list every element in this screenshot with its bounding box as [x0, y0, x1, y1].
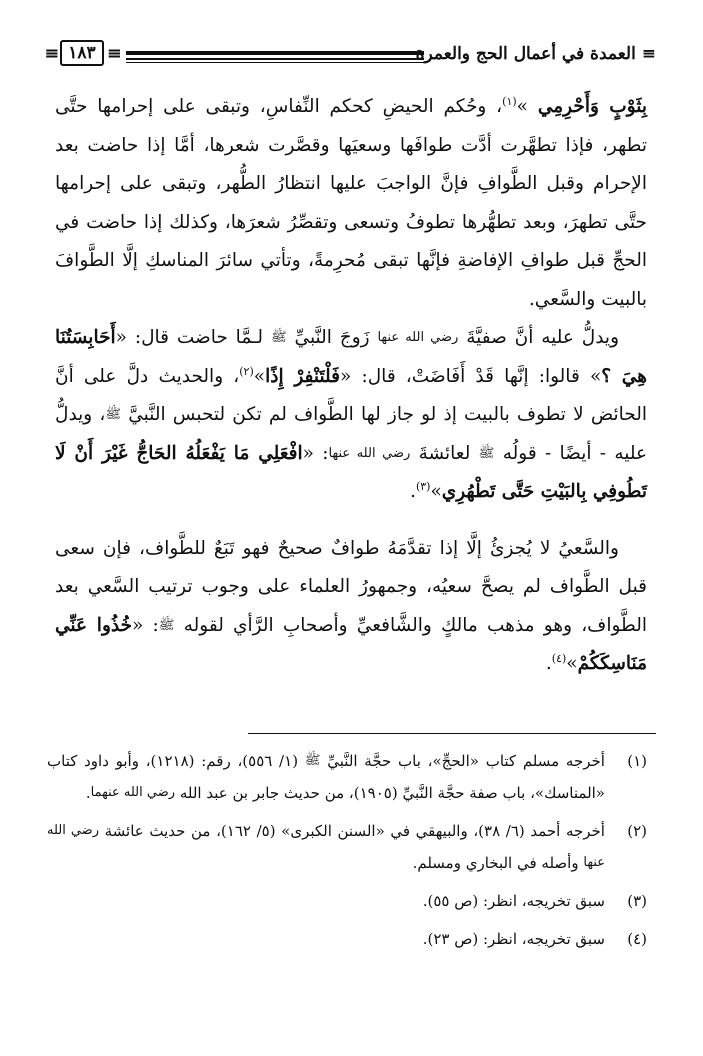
footnote-number: (٣) — [627, 892, 647, 910]
page-number: ١٨٣ — [60, 40, 103, 66]
footnote-separator — [248, 733, 656, 734]
honorific-glyph: ﷺ — [105, 407, 122, 422]
footnote-number: (٤) — [627, 930, 647, 948]
honorific-glyph: رضي الله عنها — [328, 445, 411, 461]
footnote-2: (٢) أخرجه أحمد (٦/ ٣٨)، والبيهقي في «السنن الكبرى» (٥/ ١٦٢)، من حديث عائشة رضي الله عنها وأصله في البخاري ومسلم. — [47, 815, 647, 879]
paragraph-2: ويدلُّ عليه أنَّ صفيَّةَ رضي الله عنها زَوجَ النَّبيِّ ﷺ لـمَّا حاضت قال: «أَحَابِسَتُنَا هِيَ ؟» قالوا: إنَّها قَدْ أَفَاضَتْ، قال: «فَلْتَنْفِرْ إِذًا»$^{(٢)}$، والحديث دلَّ على أنَّ الحائض لا تطوف بالبيت إذ لو جاز لها الطَّواف لم تكن لتحبس النَّبيَّ ﷺ، ويدلُّ عليه - أيضًا - قولُه ﷺ لعائشةَ رضي الله عنها: «افْعَلِي مَا يَفْعَلُهُ الحَاجُّ غَيْرَ أَنْ لَا تَطُوفِي بِالبَيْتِ حَتَّى تَطْهُرِي»$^{(٣)}$. — [55, 327, 647, 502]
footnote-ref-4[interactable]: (٤) — [551, 651, 567, 665]
quote-text: أَحَابِسَتُنَا هِيَ ؟ — [55, 327, 647, 387]
header-left-bars-2: ≡ — [106, 42, 120, 64]
footnote-ref-1[interactable]: (١) — [502, 94, 517, 108]
honorific-glyph: رضي الله عنهما — [90, 785, 176, 800]
footnote-number: (٢) — [627, 822, 647, 840]
quote-text: خُذُوا عَنِّي مَنَاسِكَكُمْ — [55, 614, 647, 674]
footnote-ref-3[interactable]: (٣) — [415, 479, 431, 493]
quote-text: فَلْتَنْفِرْ إِذًا — [265, 365, 341, 387]
honorific-glyph: ﷺ — [270, 330, 287, 345]
running-header — [44, 40, 656, 74]
quote-text: بِثَوْبٍ وَأَحْرِمِي — [537, 96, 647, 117]
footnote-number: (١) — [627, 752, 647, 770]
footnote-ref-2[interactable]: (٢) — [239, 364, 254, 378]
paragraph-1: بِثَوْبٍ وَأَحْرِمِي »$^{(١)}$، وحُكم الحيضِ كحكم النِّفاسِ، وتبقى على إحرامها حتَّى تطهر، فإذا تطهَّرت أدَّت طوافَها وسعيَها وقصَّرت شعرها، أمَّا إذا حاضت بعد الإحرام وقبل الطَّوافِ فإنَّ الواجبَ عليها انتظارُ الطُّهر، وتبقى على إحرامها حتَّى تطهرَ، وبعد تطهُّرها تطوفُ وتسعى وتقصِّرُ شعرَها، وكذلك إذا حاضت في الحجِّ قبل طوافِ الإفاضةِ فإنَّها تبقى مُحرِمةً، وتأتي سائرَ المناسكِ إلَّا الطَّوافَ بالبيت والسَّعي. — [55, 94, 647, 310]
honorific-glyph: ﷺ — [478, 445, 495, 461]
honorific-glyph: ﷺ — [304, 753, 321, 768]
footnotes — [47, 745, 647, 961]
honorific-glyph: ﷺ — [158, 617, 175, 633]
page-number-box — [44, 40, 120, 66]
honorific-glyph: رضي الله عنها — [377, 330, 459, 345]
main-text — [55, 88, 647, 684]
header-title-text: العمدة في أعمال الحج والعمرة — [415, 44, 636, 64]
honorific-glyph: رضي الله عنها — [47, 823, 605, 870]
header-rule — [126, 48, 424, 64]
footnote-1: (١) أخرجه مسلم كتاب «الحجِّ»، باب حجَّة النَّبيِّ ﷺ (١/ ٥٥٦)، رقم: (١٢١٨)، وأبو داود كتاب «المناسك»، باب صفة حجَّة النَّبيِّ (١٩٠٥)، من حديث جابر بن عبد الله رضي الله عنهما. — [47, 745, 647, 809]
paragraph-3: والسَّعيُ لا يُجزئُ إلَّا إذا تقدَّمَهُ طوافٌ صحيحٌ فهو تَبَعٌ للطَّواف، فإن سعى قبل الطَّواف لم يصحَّ سعيُه، وجمهورُ العلماء على وجوب ترتيب السَّعي بعد الطَّواف، وهو مذهب مالكٍ والشَّافعيِّ وأصحابِ الرَّأي لقوله ﷺ: «خُذُوا عَنِّي مَنَاسِكَكُمْ»$^{(٤)}$. — [55, 537, 648, 674]
running-header-title — [408, 44, 656, 64]
quote-text: افْعَلِي مَا يَفْعَلُهُ الحَاجُّ غَيْرَ أَنْ لَا تَطُوفِي بِالبَيْتِ حَتَّى تَطْهُرِي — [55, 442, 647, 502]
header-left-bars: ≡ — [44, 42, 58, 64]
footnote-3: (٣) سبق تخريجه، انظر: (ص ٥٥). — [47, 885, 647, 917]
header-right-bars: ≡ — [641, 44, 656, 64]
footnote-4: (٤) سبق تخريجه، انظر: (ص ٢٣). — [47, 923, 647, 955]
